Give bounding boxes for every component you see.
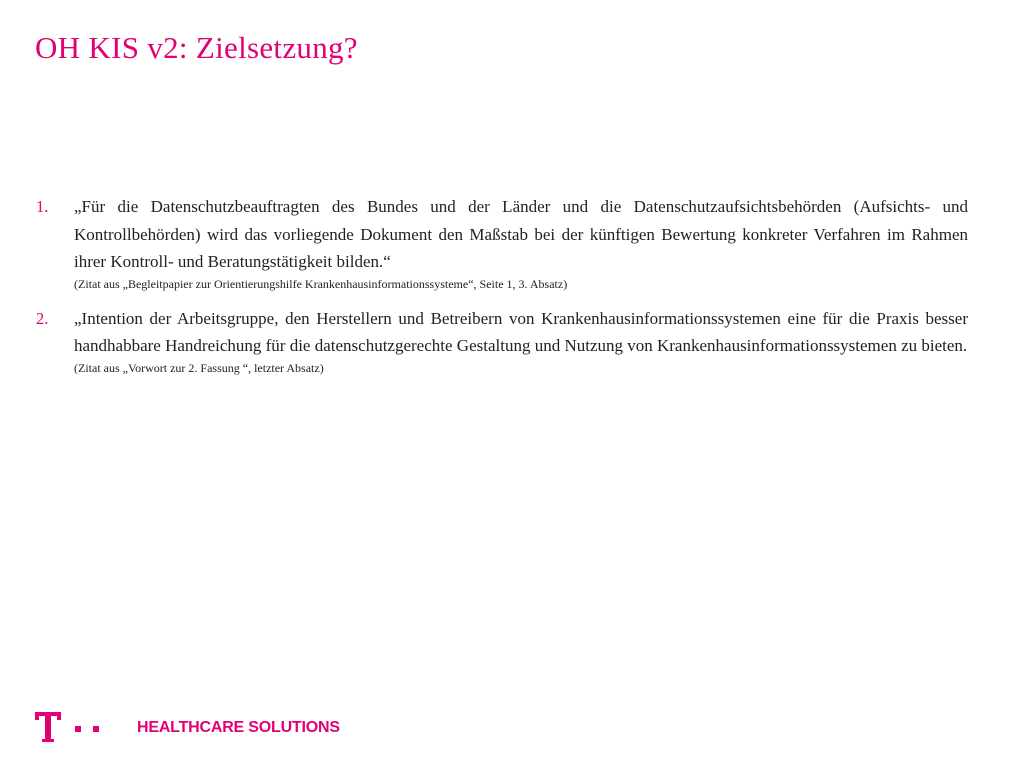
quote-text: „Für die Datenschutzbeauftragten des Bundes und der Länder und die Datenschutzaufsichtsbehörden (Aufsichts- und Kontrollbehörden) wird das vorliegende Dokument den Maßstab bei der künftigen Bewertung konkreter Verfahren im Rahmen ihrer Kontroll- und Beratungstätigkeit bilden.“ [74,197,968,271]
logo-t-cap-right [57,712,61,720]
numbered-list [36,193,968,389]
list-item-body [74,305,968,377]
list-item-body [74,193,968,293]
list-item-2 [36,305,968,377]
brand-name: HEALTHCARE SOLUTIONS [137,719,340,736]
logo-dot [93,726,99,732]
logo-dot [75,726,81,732]
quote-text: „Intention der Arbeitsgruppe, den Herstellern und Betreibern von Krankenhausinformationssystemen eine für die Praxis besser handhabbare Handreichung für die datenschutzgerechte Gestaltung und Nutzung von Krankenhausinformationssystemen zu bieten. [74,308,968,355]
list-item-number: 1. [36,197,49,216]
logo-t-cap-left [35,712,39,720]
quote-citation: (Zitat aus „Vorwort zur 2. Fassung “, letzter Absatz) [74,360,324,375]
footer [35,710,340,746]
logo-t-foot [42,739,54,742]
list-item-1 [36,193,968,293]
list-item-number: 2. [36,308,49,328]
telekom-t-logo-icon [35,710,107,746]
logo-t-stem [45,712,51,742]
slide-title: OH KIS v2: Zielsetzung? [35,30,358,65]
quote-citation: (Zitat aus „Begleitpapier zur Orientierungshilfe Krankenhausinformationssysteme“, Seite 1, 3. Absatz) [74,276,568,291]
